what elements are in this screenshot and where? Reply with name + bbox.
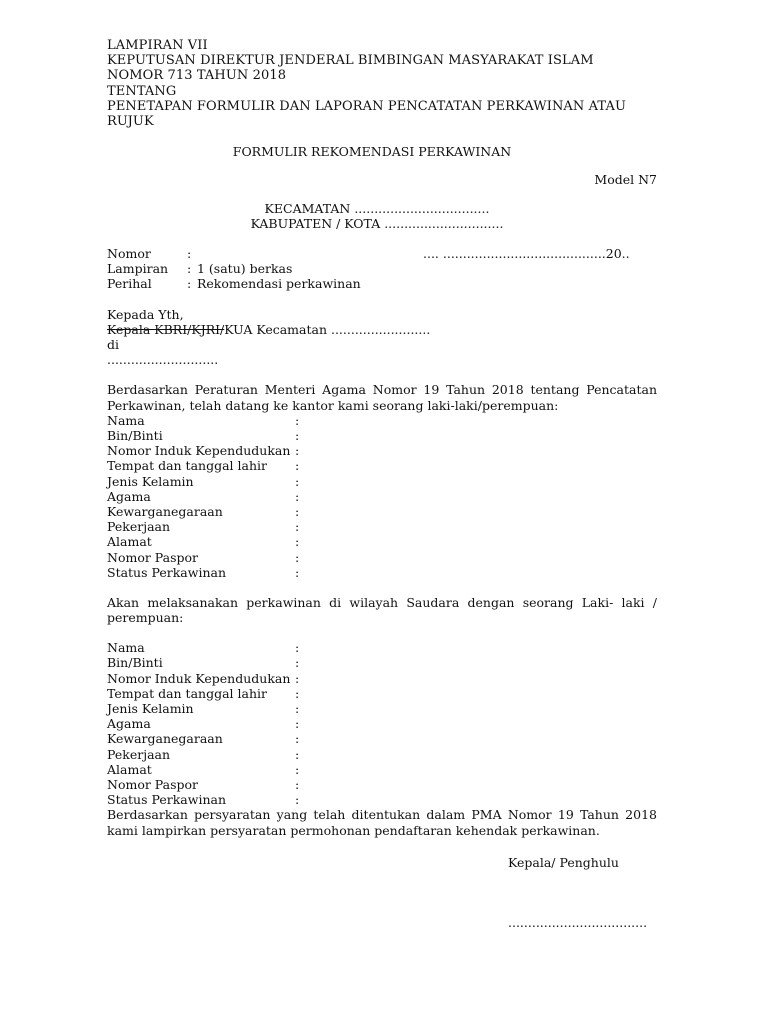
recipient-address bbox=[107, 307, 657, 368]
field-row bbox=[107, 504, 657, 519]
header-line: RUJUK bbox=[107, 114, 154, 130]
field-label: Tempat dan tanggal lahir bbox=[107, 458, 267, 474]
field-colon: : bbox=[295, 640, 300, 656]
field-row bbox=[107, 534, 657, 549]
field-row bbox=[107, 640, 657, 655]
field-label: Bin/Binti bbox=[107, 428, 163, 443]
field-colon: : bbox=[295, 731, 300, 747]
perihal-row bbox=[107, 276, 657, 291]
field-row bbox=[107, 565, 657, 580]
field-label: Agama bbox=[107, 488, 151, 504]
field-row bbox=[107, 777, 657, 792]
field-label: Tempat dan tanggal lahir bbox=[107, 685, 267, 701]
document-page bbox=[107, 38, 657, 838]
field-label: Bin/Binti bbox=[107, 655, 163, 671]
header-line: KEPUTUSAN DIREKTUR JENDERAL BIMBINGAN MASYARAKAT ISLAM bbox=[107, 53, 594, 69]
field-label: Jenis Kelamin bbox=[107, 473, 194, 489]
field-row bbox=[107, 716, 657, 731]
field-label: Agama bbox=[107, 716, 151, 732]
perihal-value: Rekomendasi perkawinan bbox=[197, 276, 361, 292]
field-label: Status Perkawinan bbox=[107, 792, 227, 808]
field-row bbox=[107, 747, 657, 762]
nomor-colon: : bbox=[187, 246, 192, 262]
field-label: Kewarganegaraan bbox=[107, 503, 223, 519]
signature-title: Kepala/ Penghulu bbox=[508, 855, 619, 870]
field-label: Jenis Kelamin bbox=[107, 701, 194, 717]
field-label: Alamat bbox=[107, 534, 152, 550]
first-person-fields bbox=[107, 413, 657, 580]
field-row bbox=[107, 731, 657, 746]
header-line: TENTANG bbox=[107, 83, 177, 99]
field-colon: : bbox=[295, 701, 300, 717]
place-dots: ............................ bbox=[107, 352, 219, 368]
field-colon: : bbox=[295, 685, 300, 701]
region-block bbox=[107, 201, 657, 231]
kecamatan-line: KECAMATAN .................................. bbox=[264, 200, 490, 216]
lampiran-label: Lampiran bbox=[107, 261, 169, 277]
field-label: Status Perkawinan bbox=[107, 564, 227, 580]
field-row bbox=[107, 413, 657, 428]
lampiran-row bbox=[107, 261, 657, 276]
partner-paragraph: Akan melaksanakan perkawinan di wilayah Saudara dengan seorang Laki- laki / perempuan: bbox=[107, 594, 657, 626]
document-header bbox=[107, 38, 657, 129]
perihal-colon: : bbox=[187, 276, 192, 292]
field-colon: : bbox=[295, 503, 300, 519]
field-row bbox=[107, 458, 657, 473]
lampiran-value: 1 (satu) berkas bbox=[197, 261, 293, 277]
field-row bbox=[107, 428, 657, 443]
field-colon: : bbox=[295, 549, 300, 565]
field-label: Nomor Paspor bbox=[107, 549, 199, 565]
field-row bbox=[107, 792, 657, 807]
field-label: Kewarganegaraan bbox=[107, 731, 223, 747]
signature-line: ................................... bbox=[508, 915, 648, 930]
field-colon: : bbox=[295, 473, 300, 489]
field-label: Nomor Induk Kependudukan bbox=[107, 443, 291, 459]
field-colon: : bbox=[295, 412, 300, 428]
field-row bbox=[107, 489, 657, 504]
form-title: FORMULIR REKOMENDASI PERKAWINAN bbox=[232, 144, 512, 160]
kabupaten-line: KABUPATEN / KOTA .............................. bbox=[250, 215, 504, 231]
field-colon: : bbox=[295, 716, 300, 732]
field-colon: : bbox=[295, 443, 300, 459]
field-colon: : bbox=[295, 776, 300, 792]
field-row bbox=[107, 519, 657, 534]
field-row bbox=[107, 671, 657, 686]
field-label: Pekerjaan bbox=[107, 519, 171, 535]
field-label: Nomor Paspor bbox=[107, 776, 199, 792]
field-label: Alamat bbox=[107, 761, 152, 777]
field-colon: : bbox=[295, 761, 300, 777]
field-row bbox=[107, 474, 657, 489]
field-label: Nomor Induk Kependudukan bbox=[107, 670, 291, 686]
second-person-fields bbox=[107, 640, 657, 807]
field-label: Nama bbox=[107, 412, 145, 428]
field-colon: : bbox=[295, 458, 300, 474]
field-row bbox=[107, 762, 657, 777]
model-label: Model N7 bbox=[594, 172, 657, 188]
field-colon: : bbox=[295, 564, 300, 580]
header-line: LAMPIRAN VII bbox=[107, 38, 208, 53]
struck-recipient: Kepala KBRI/KJRI/ bbox=[107, 321, 225, 337]
field-colon: : bbox=[295, 534, 300, 550]
field-colon: : bbox=[295, 655, 300, 671]
field-row bbox=[107, 550, 657, 565]
perihal-label: Perihal bbox=[107, 276, 152, 292]
field-row bbox=[107, 443, 657, 458]
field-colon: : bbox=[295, 488, 300, 504]
field-colon: : bbox=[295, 519, 300, 535]
field-colon: : bbox=[295, 428, 300, 443]
letter-date: .... .........................................20.. bbox=[423, 246, 630, 262]
header-line: NOMOR 713 TAHUN 2018 bbox=[107, 68, 287, 84]
field-colon: : bbox=[295, 670, 300, 686]
field-label: Pekerjaan bbox=[107, 746, 171, 762]
field-row bbox=[107, 686, 657, 701]
closing-paragraph: Berdasarkan persyaratan yang telah ditentukan dalam PMA Nomor 19 Tahun 2018 kami lampirkan persyaratan permohonan pendaftaran kehendak perkawinan. bbox=[107, 807, 657, 838]
field-colon: : bbox=[295, 746, 300, 762]
field-row bbox=[107, 655, 657, 670]
recipient-line bbox=[107, 322, 657, 337]
header-line: PENETAPAN FORMULIR DAN LAPORAN PENCATATAN PERKAWINAN ATAU bbox=[107, 98, 626, 114]
greeting: Kepada Yth, bbox=[107, 306, 184, 322]
field-row bbox=[107, 701, 657, 716]
lampiran-colon: : bbox=[187, 261, 192, 277]
nomor-label: Nomor bbox=[107, 246, 151, 262]
field-label: Nama bbox=[107, 640, 145, 656]
kua-recipient: KUA Kecamatan ......................... bbox=[224, 321, 431, 337]
letter-meta bbox=[107, 246, 657, 292]
intro-paragraph: Berdasarkan Peraturan Menteri Agama Nomor 19 Tahun 2018 tentang Pencatatan Perkawinan, telah datang ke kantor kami seorang laki-laki/perempuan: bbox=[107, 382, 657, 413]
di-label: di bbox=[107, 337, 119, 352]
nomor-value bbox=[197, 246, 423, 261]
field-colon: : bbox=[295, 792, 300, 808]
nomor-row bbox=[107, 246, 657, 261]
